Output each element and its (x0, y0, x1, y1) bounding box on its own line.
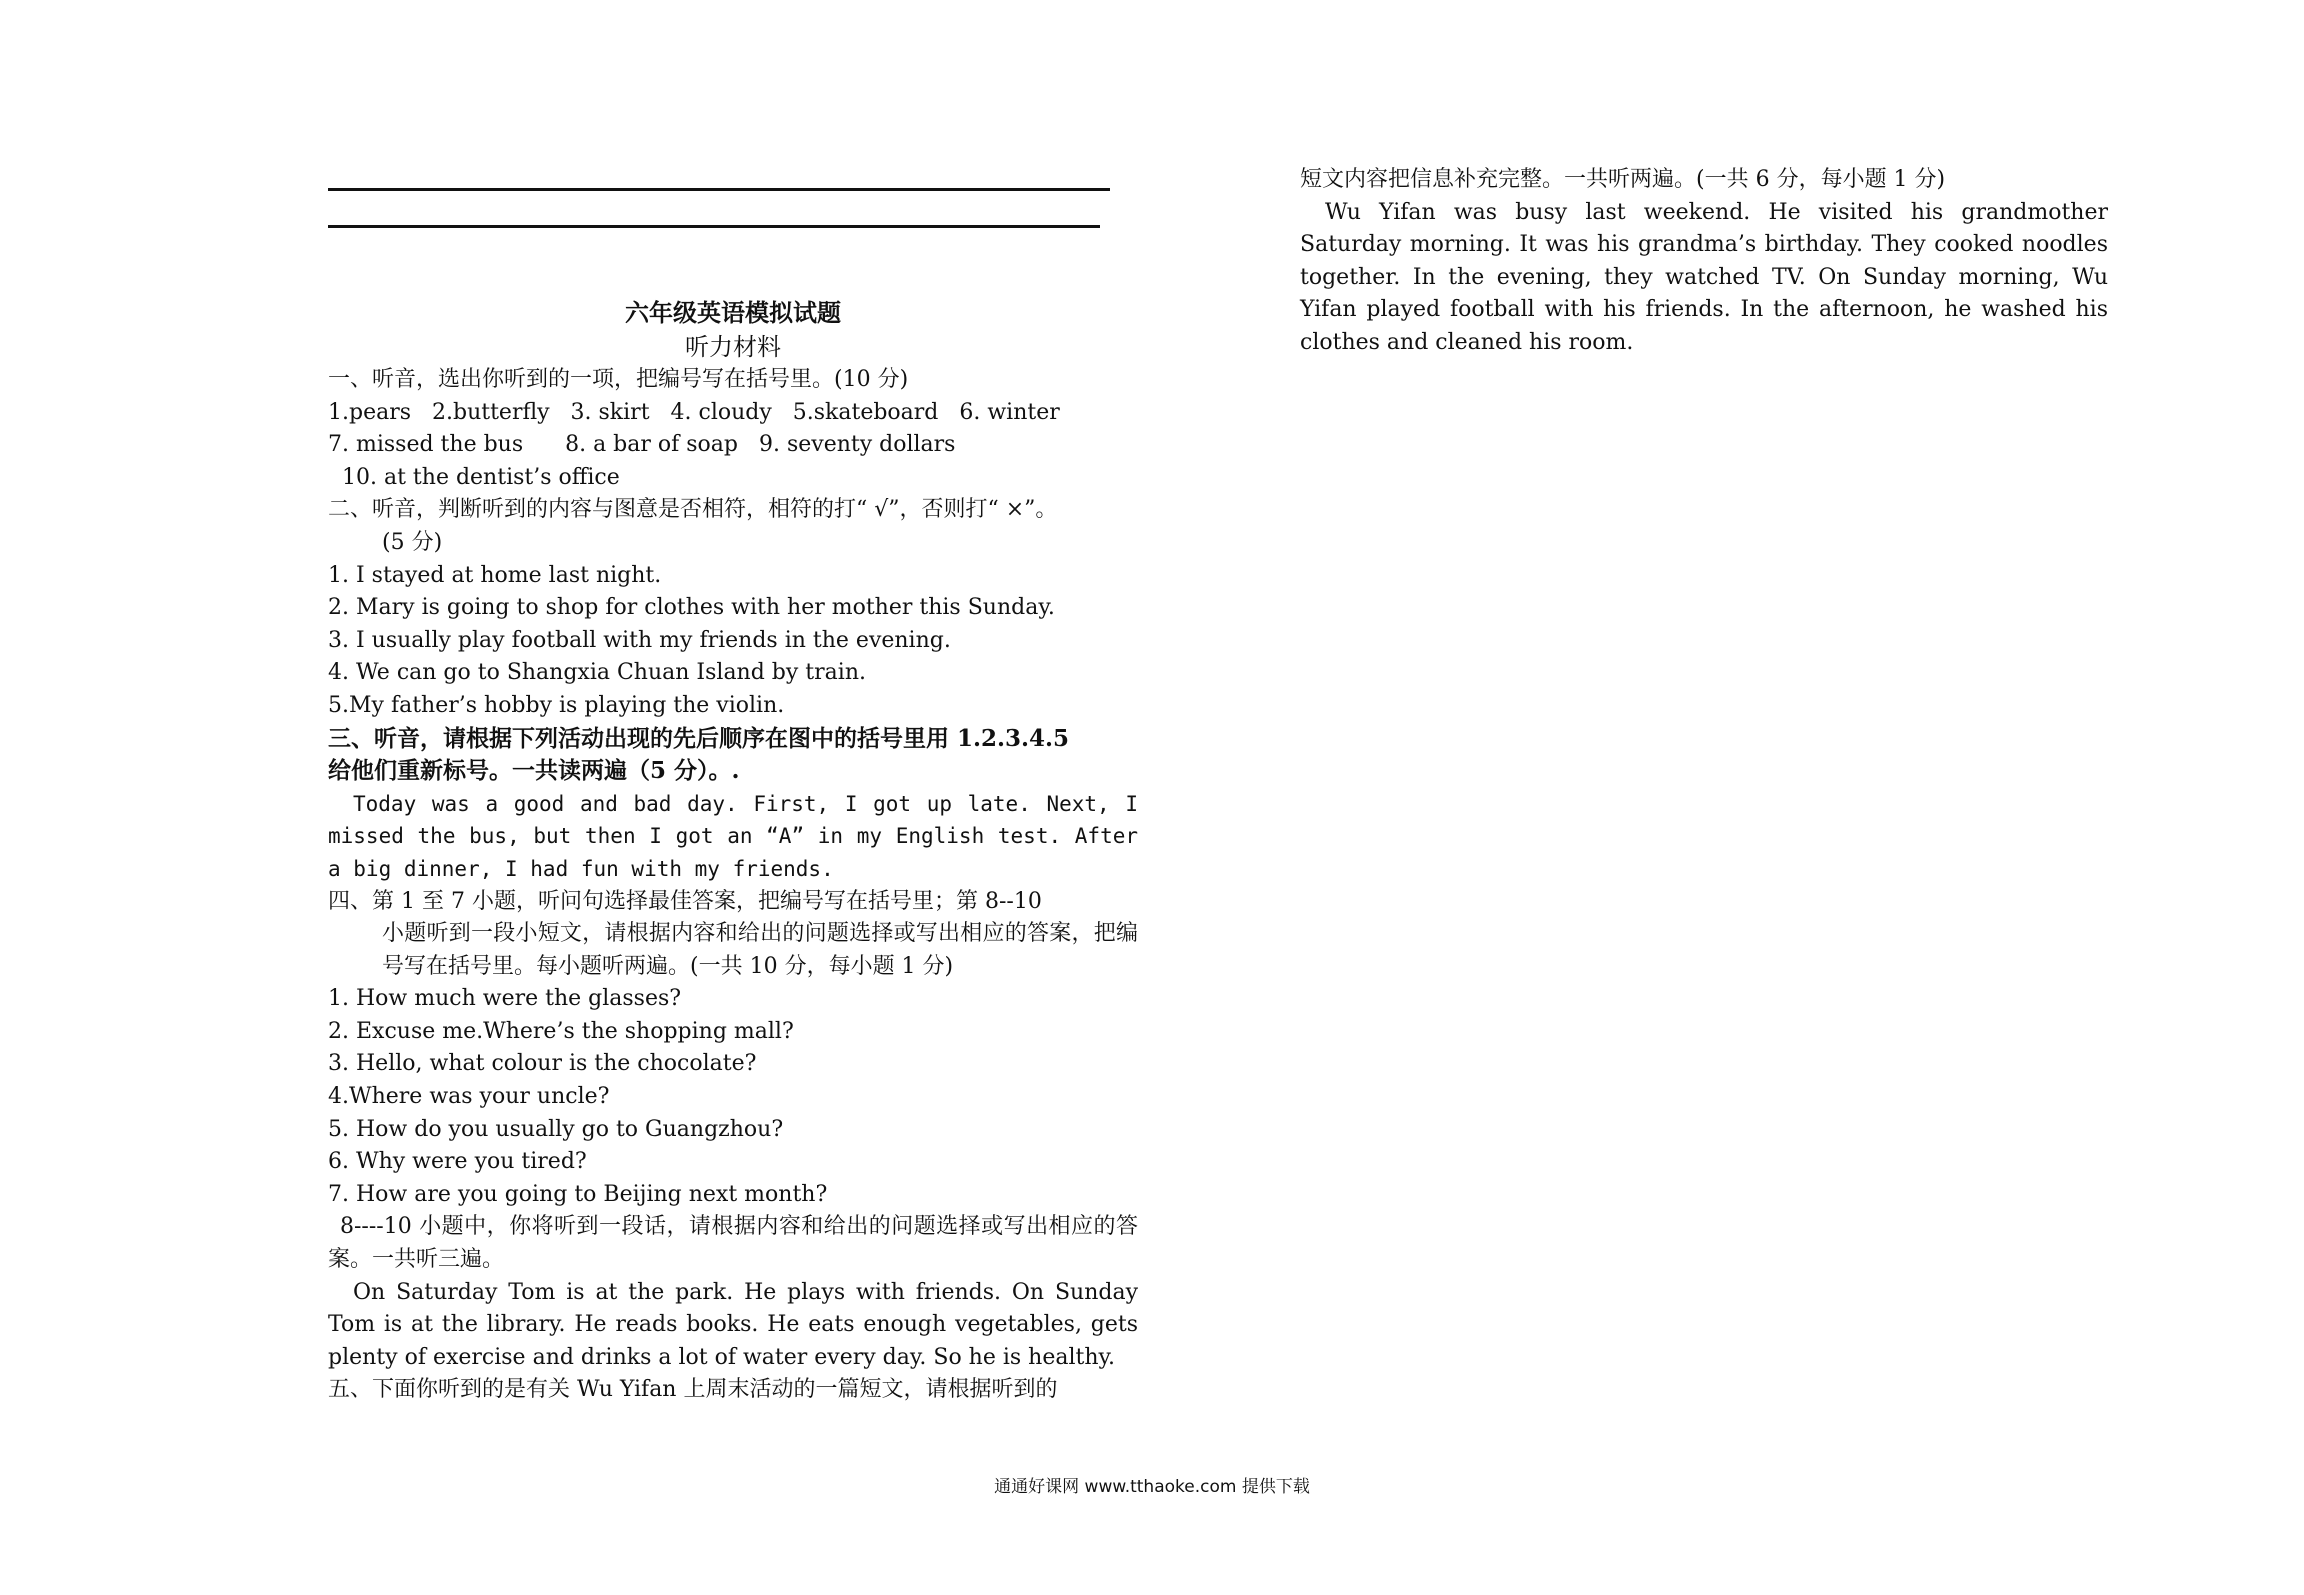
section1-heading: 一、听音，选出你听到的一项，把编号写在括号里。(10 分) (328, 367, 909, 392)
section5-heading-cont: 短文内容把信息补充完整。一共听两遍。(一共 6 分，每小题 1 分) (1300, 167, 1946, 192)
section4-question: 5. How do you usually go to Guangzhou? (328, 1116, 784, 1142)
answer-line-2 (328, 225, 1100, 228)
section4-intro: 8----10 小题中，你将听到一段话，请根据内容和给出的问题选择或写出相应的答案。一共听三遍。 (328, 1214, 1138, 1273)
section2-item: 2. Mary is going to shop for clothes with her mother this Sunday. (328, 595, 1055, 621)
section2-item: 3. I usually play football with my friends in the evening. (328, 627, 951, 653)
section3-passage: Today was a good and bad day. First, I got up late. Next, I missed the bus, but then I got an “A” in my English test. After a big dinner, I had fun with my friends. (328, 791, 1138, 881)
section4-heading-line2: 小题听到一段小短文，请根据内容和给出的问题选择或写出相应的答案，把编号写在括号里。每小题听两遍。(一共 10 分，每小题 1 分) (382, 921, 1138, 979)
page-subtitle: 听力材料 (685, 333, 781, 361)
section3-heading-line1: 三、听音，请根据下列活动出现的先后顺序在图中的括号里用 1.2.3.4.5 (328, 724, 1070, 752)
section2-item: 1. I stayed at home last night. (328, 562, 662, 588)
section4-question: 7. How are you going to Beijing next month? (328, 1181, 828, 1207)
section1-row2: 7. missed the bus 8. a bar of soap 9. seventy dollars (328, 432, 956, 458)
section4-question: 4.Where was your uncle? (328, 1084, 610, 1110)
section4-question: 1. How much were the glasses? (328, 986, 682, 1012)
left-column (328, 296, 1138, 1407)
section3-heading-line2: 给他们重新标号。一共读两遍（5 分）。. (328, 757, 740, 785)
section1-row3: 10. at the dentist’s office (342, 464, 620, 490)
footer-source: 通通好课网 www.tthaoke.com 提供下载 (994, 1477, 1310, 1497)
section4-question: 2. Excuse me.Where’s the shopping mall? (328, 1018, 794, 1044)
section5-passage: Wu Yifan was busy last weekend. He visited his grandmother Saturday morning. It was his grandma’s birthday. They cooked noodles together. In the evening, they watched TV. On Sunday morning, Wu Yifan played football with his friends. In the afternoon, he washed his clothes and cleaned his room. (1300, 199, 2108, 355)
section1-row1: 1.pears 2.butterfly 3. skirt 4. cloudy 5.skateboard 6. winter (328, 399, 1060, 425)
right-column (1300, 164, 2108, 360)
section4-question: 6. Why were you tired? (328, 1149, 587, 1175)
section2-heading-score: (5 分) (382, 529, 443, 555)
section5-heading-start: 五、下面你听到的是有关 Wu Yifan 上周末活动的一篇短文，请根据听到的 (328, 1377, 1058, 1403)
section4-heading-line1: 四、第 1 至 7 小题，听问句选择最佳答案，把编号写在括号里；第 8--10 (328, 888, 1042, 914)
section2-item: 4. We can go to Shangxia Chuan Island by train. (328, 660, 866, 686)
answer-line-1 (328, 188, 1110, 191)
page-title: 六年级英语模拟试题 (625, 298, 841, 327)
section4-question: 3. Hello, what colour is the chocolate? (328, 1051, 757, 1077)
section2-item: 5.My father’s hobby is playing the violin. (328, 692, 785, 718)
section2-heading: 二、听音，判断听到的内容与图意是否相符，相符的打“ √”，否则打“ ×”。 (328, 497, 1058, 523)
section4-passage: On Saturday Tom is at the park. He plays with friends. On Sunday Tom is at the library. He reads books. He eats enough vegetables, gets plenty of exercise and drinks a lot of water every day. So he is healthy. (328, 1279, 1138, 1370)
